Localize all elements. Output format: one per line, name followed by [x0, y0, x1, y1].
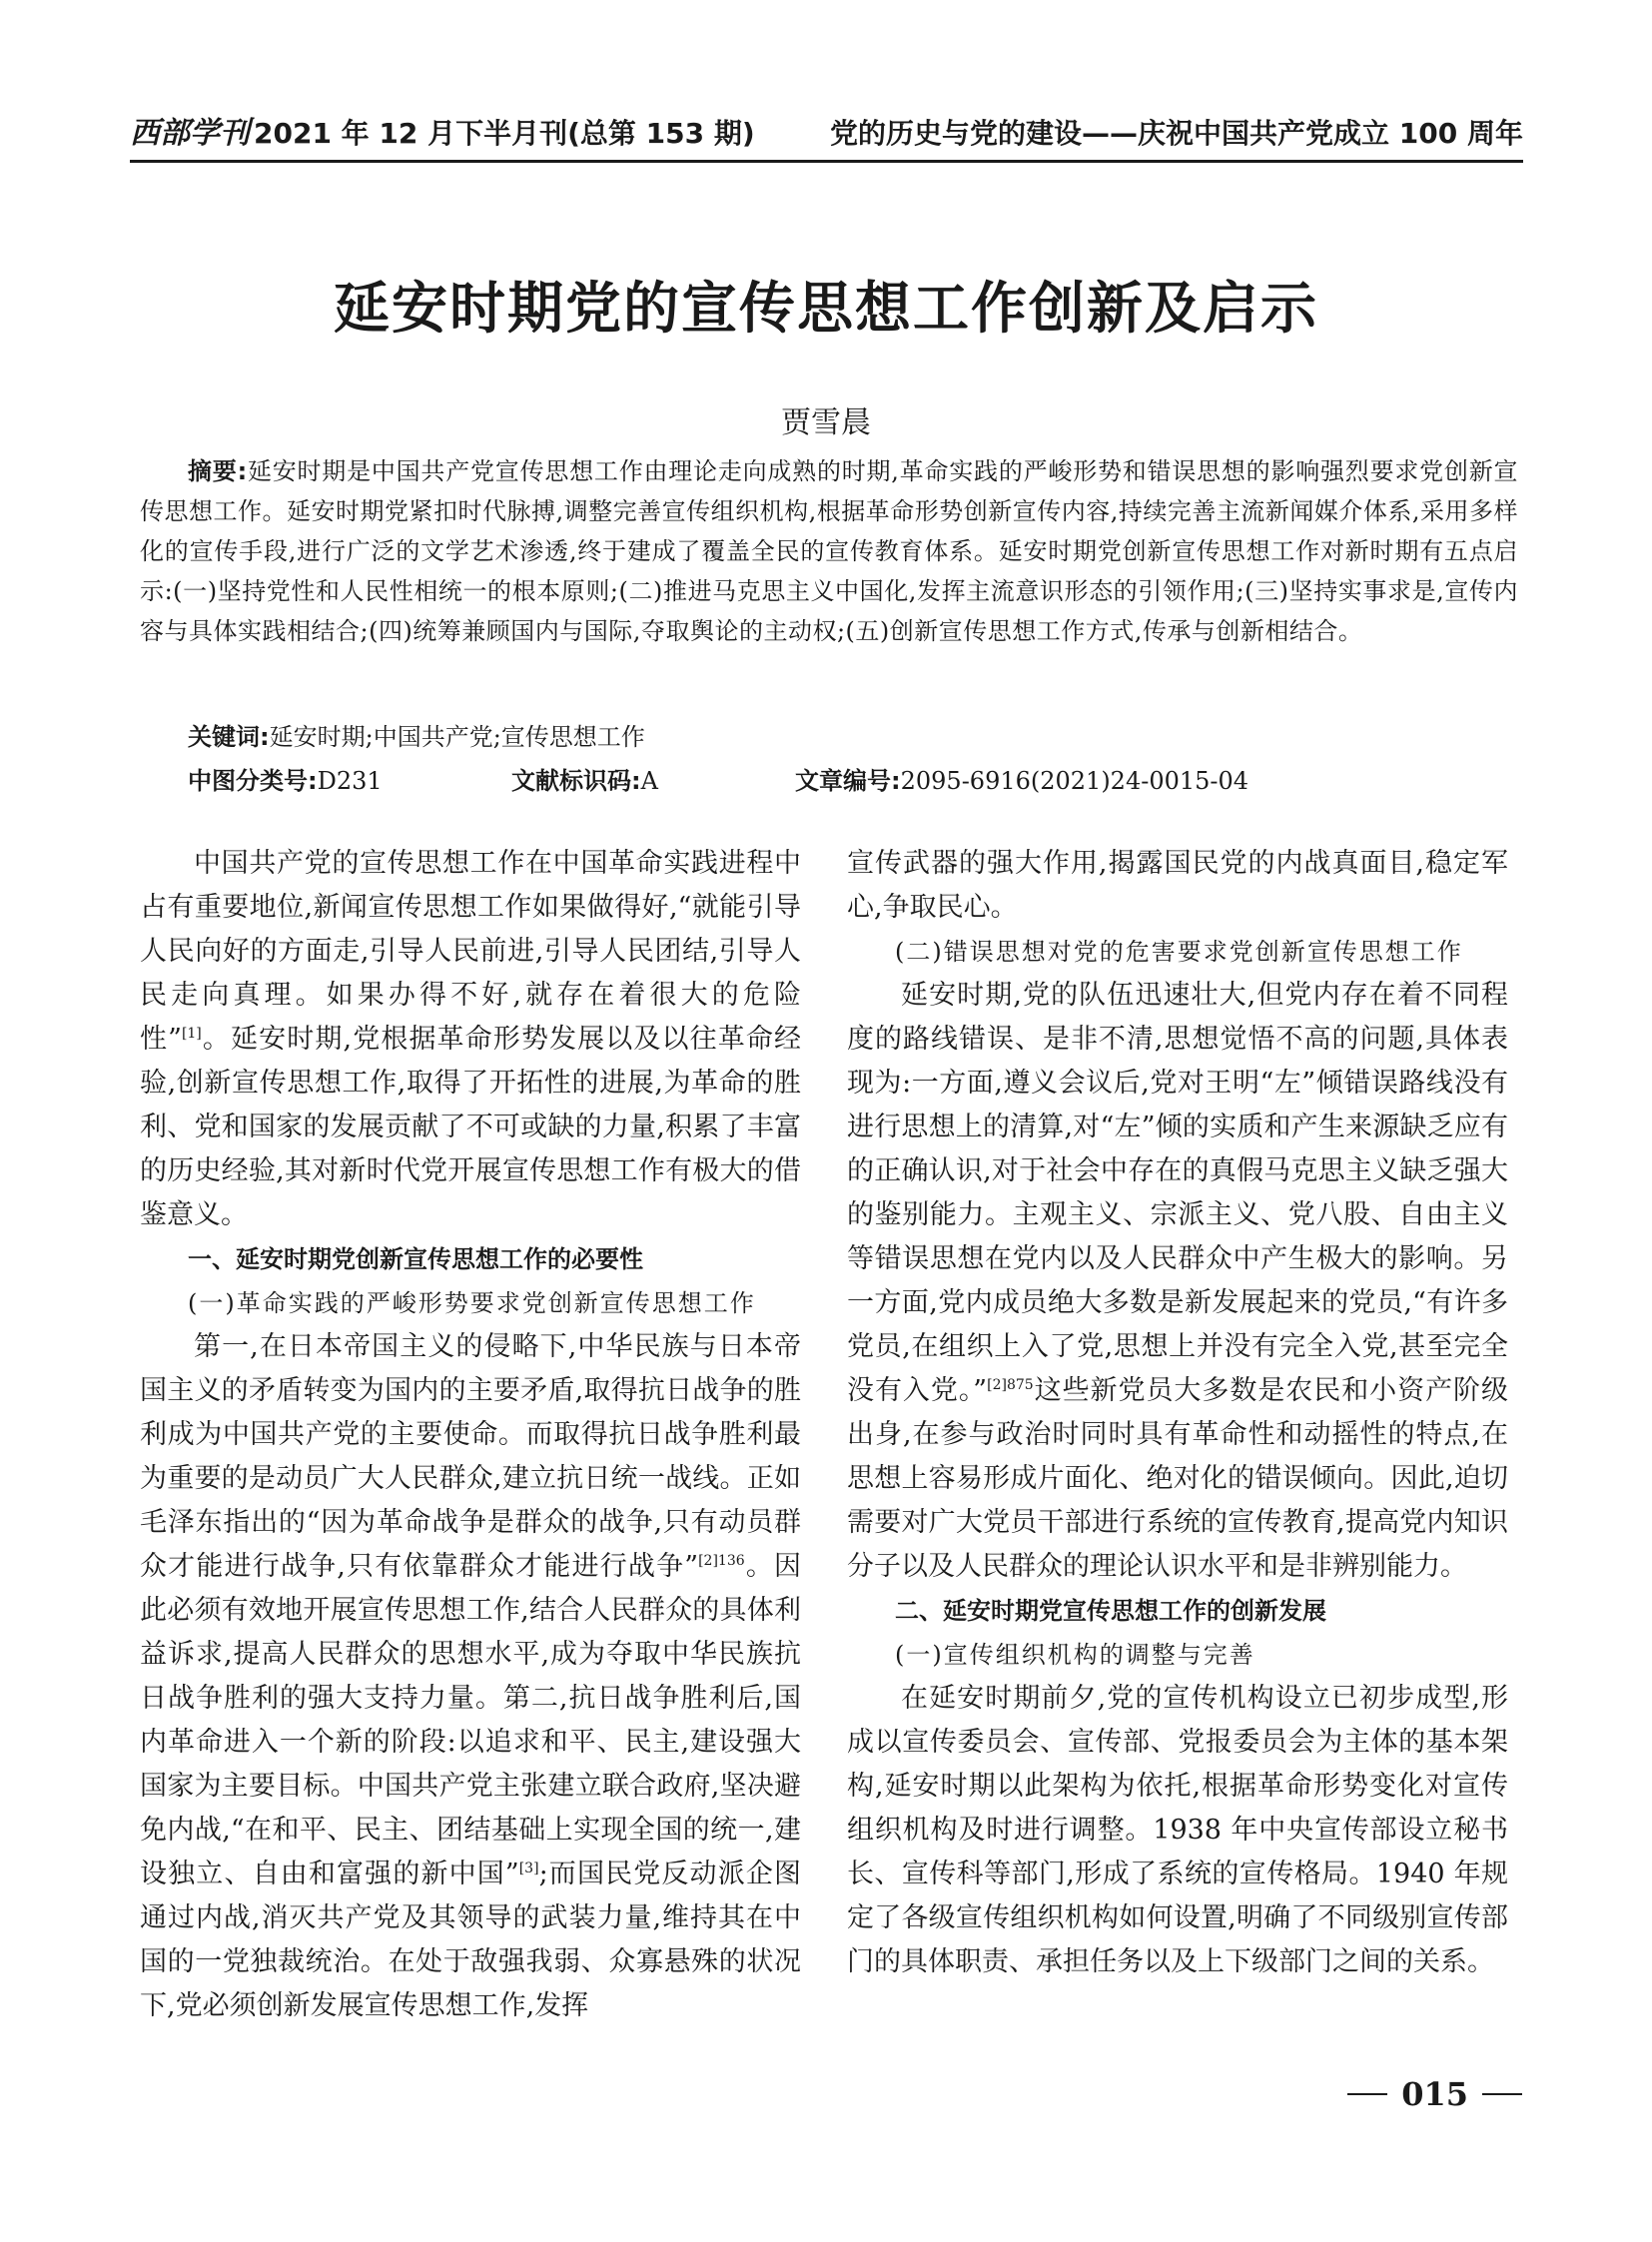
- citation: [2]875: [987, 1377, 1034, 1393]
- abstract: [140, 451, 1518, 651]
- abstract-text: 延安时期是中国共产党宣传思想工作由理论走向成熟的时期,革命实践的严峻形势和错误思想的影响强烈要求党创新宣传思想工作。延安时期党紧扣时代脉搏,调整完善宣传组织机构,根据革命形势创新宣传内容,持续完善主流新闻媒介体系,采用多样化的宣传手段,进行广泛的文学艺术渗透,终于建成了覆盖全民的宣传教育体系。延安时期党创新宣传思想工作对新时期有五点启示:(一)坚持党性和人民性相统一的根本原则;(二)推进马克思主义中国化,发挥主流意识形态的引领作用;(三)坚持实事求是,宣传内容与具体实践相结合;(四)统筹兼顾国内与国际,夺取舆论的主动权;(五)创新宣传思想工作方式,传承与创新相结合。: [140, 457, 1519, 645]
- abstract-label: 摘要:: [188, 457, 248, 485]
- subsection-heading: (一)宣传组织机构的调整与完善: [895, 1641, 1255, 1669]
- issue-info: 2021 年 12 月下半月刊(总第 153 期): [254, 117, 755, 150]
- article-title: 延安时期党的宣传思想工作创新及启示: [334, 277, 1318, 342]
- article-meta: [188, 761, 1516, 801]
- page-number: 015: [1347, 2075, 1522, 2113]
- article-author: 贾雪晨: [781, 405, 871, 440]
- page-number-dash: [1482, 2093, 1522, 2095]
- document-code: 文献标识码:A: [511, 767, 658, 795]
- running-header: [130, 110, 1523, 163]
- body-paragraph: 延安时期,党的队伍迅速壮大,但党内存在着不同程度的路线错误、是非不清,思想觉悟不高的问题,具体表现为:一方面,遵义会议后,党对王明“左”倾错误路线没有进行思想上的清算,对“左”倾的实质和产生来源缺乏应有的正确认识,对于社会中存在的真假马克思主义缺乏强大的鉴别能力。主观主义、宗派主义、党八股、自由主义等错误思想在党内以及人民群众中产生极大的影响。另一方面,党内成员绝大多数是新发展起来的党员,“有许多党员,在组织上入了党,思想上并没有完全入党,甚至完全没有入党。”$^{[2]875}$这些新党员大多数是农民和小资产阶级出身,在参与政治时同时具有革命性和动摇性的特点,在思想上容易形成片面化、绝对化的错误倾向。因此,迫切需要对广大党员干部进行系统的宣传教育,提高党内知识分子以及人民群众的理论认识水平和是非辨别能力。: [847, 980, 1508, 1582]
- section-heading: 一、延安时期党创新宣传思想工作的必要性: [188, 1245, 643, 1273]
- keywords-text: 延安时期;中国共产党;宣传思想工作: [269, 723, 645, 751]
- citation: [1]: [181, 1026, 202, 1042]
- body-paragraph: 中国共产党的宣传思想工作在中国革命实践进程中占有重要地位,新闻宣传思想工作如果做得好,“就能引导人民向好的方面走,引导人民前进,引导人民团结,引导人民走向真理。如果办得不好,就存在着很大的危险性”[1]。延安时期,党根据革命形势发展以及以往革命经验,创新宣传思想工作,取得了开拓性的进展,为革命的胜利、党和国家的发展贡献了不可或缺的力量,积累了丰富的历史经验,其对新时代党开展宣传思想工作有极大的借鉴意义。: [140, 848, 801, 1230]
- body-paragraph: 在延安时期前夕,党的宣传机构设立已初步成型,形成以宣传委员会、宣传部、党报委员会为主体的基本架构,延安时期以此架构为依托,根据革命形势变化对宣传组织机构及时进行调整。1938 年中央宣传部设立秘书长、宣传科等部门,形成了系统的宣传格局。1940 年规定了各级宣传组织机构如何设置,明确了不同级别宣传部门的具体职责、承担任务以及上下级部门之间的关系。: [847, 1683, 1508, 1977]
- body-paragraph: 宣传武器的强大作用,揭露国民党的内战真面目,稳定军心,争取民心。: [847, 848, 1508, 923]
- keywords: [188, 717, 645, 757]
- right-column: [847, 842, 1508, 1984]
- citation: [3]: [518, 1861, 539, 1876]
- article-number: 文章编号:2095-6916(2021)24-0015-04: [795, 767, 1249, 795]
- journal-logo: 西部学刊: [130, 116, 250, 151]
- keywords-label: 关键词:: [188, 723, 270, 751]
- subsection-heading: (一)革命实践的严峻形势要求党创新宣传思想工作: [188, 1289, 756, 1317]
- left-column: [140, 842, 801, 2028]
- journal-info: [130, 108, 755, 152]
- column-title: 党的历史与党的建设——庆祝中国共产党成立 100 周年: [830, 117, 1523, 150]
- body-paragraph: 第一,在日本帝国主义的侵略下,中华民族与日本帝国主义的矛盾转变为国内的主要矛盾,取得抗日战争的胜利成为中国共产党的主要使命。而取得抗日战争胜利最为重要的是动员广大人民群众,建立抗日统一战线。正如毛泽东指出的“因为革命战争是群众的战争,只有动员群众才能进行战争,只有依靠群众才能进行战争”$^{[2]136}$。因此必须有效地开展宣传思想工作,结合人民群众的具体利益诉求,提高人民群众的思想水平,成为夺取中华民族抗日战争胜利的强大支持力量。第二,抗日战争胜利后,国内革命进入一个新的阶段:以追求和平、民主,建设强大国家为主要目标。中国共产党主张建立联合政府,坚决避免内战,“在和平、民主、团结基础上实现全国的统一,建设独立、自由和富强的新中国”[3];而国民党反动派企图通过内战,消灭共产党及其领导的武装力量,维持其在中国的一党独裁统治。在处于敌强我弱、众寡悬殊的状况下,党必须创新发展宣传思想工作,发挥: [140, 1331, 802, 2021]
- citation: [2]136: [698, 1553, 745, 1569]
- clc-number: 中图分类号:D231: [188, 767, 383, 795]
- section-heading: 二、延安时期党宣传思想工作的创新发展: [895, 1597, 1326, 1625]
- subsection-heading: (二)错误思想对党的危害要求党创新宣传思想工作: [895, 938, 1463, 966]
- page-number-dash: [1347, 2093, 1387, 2095]
